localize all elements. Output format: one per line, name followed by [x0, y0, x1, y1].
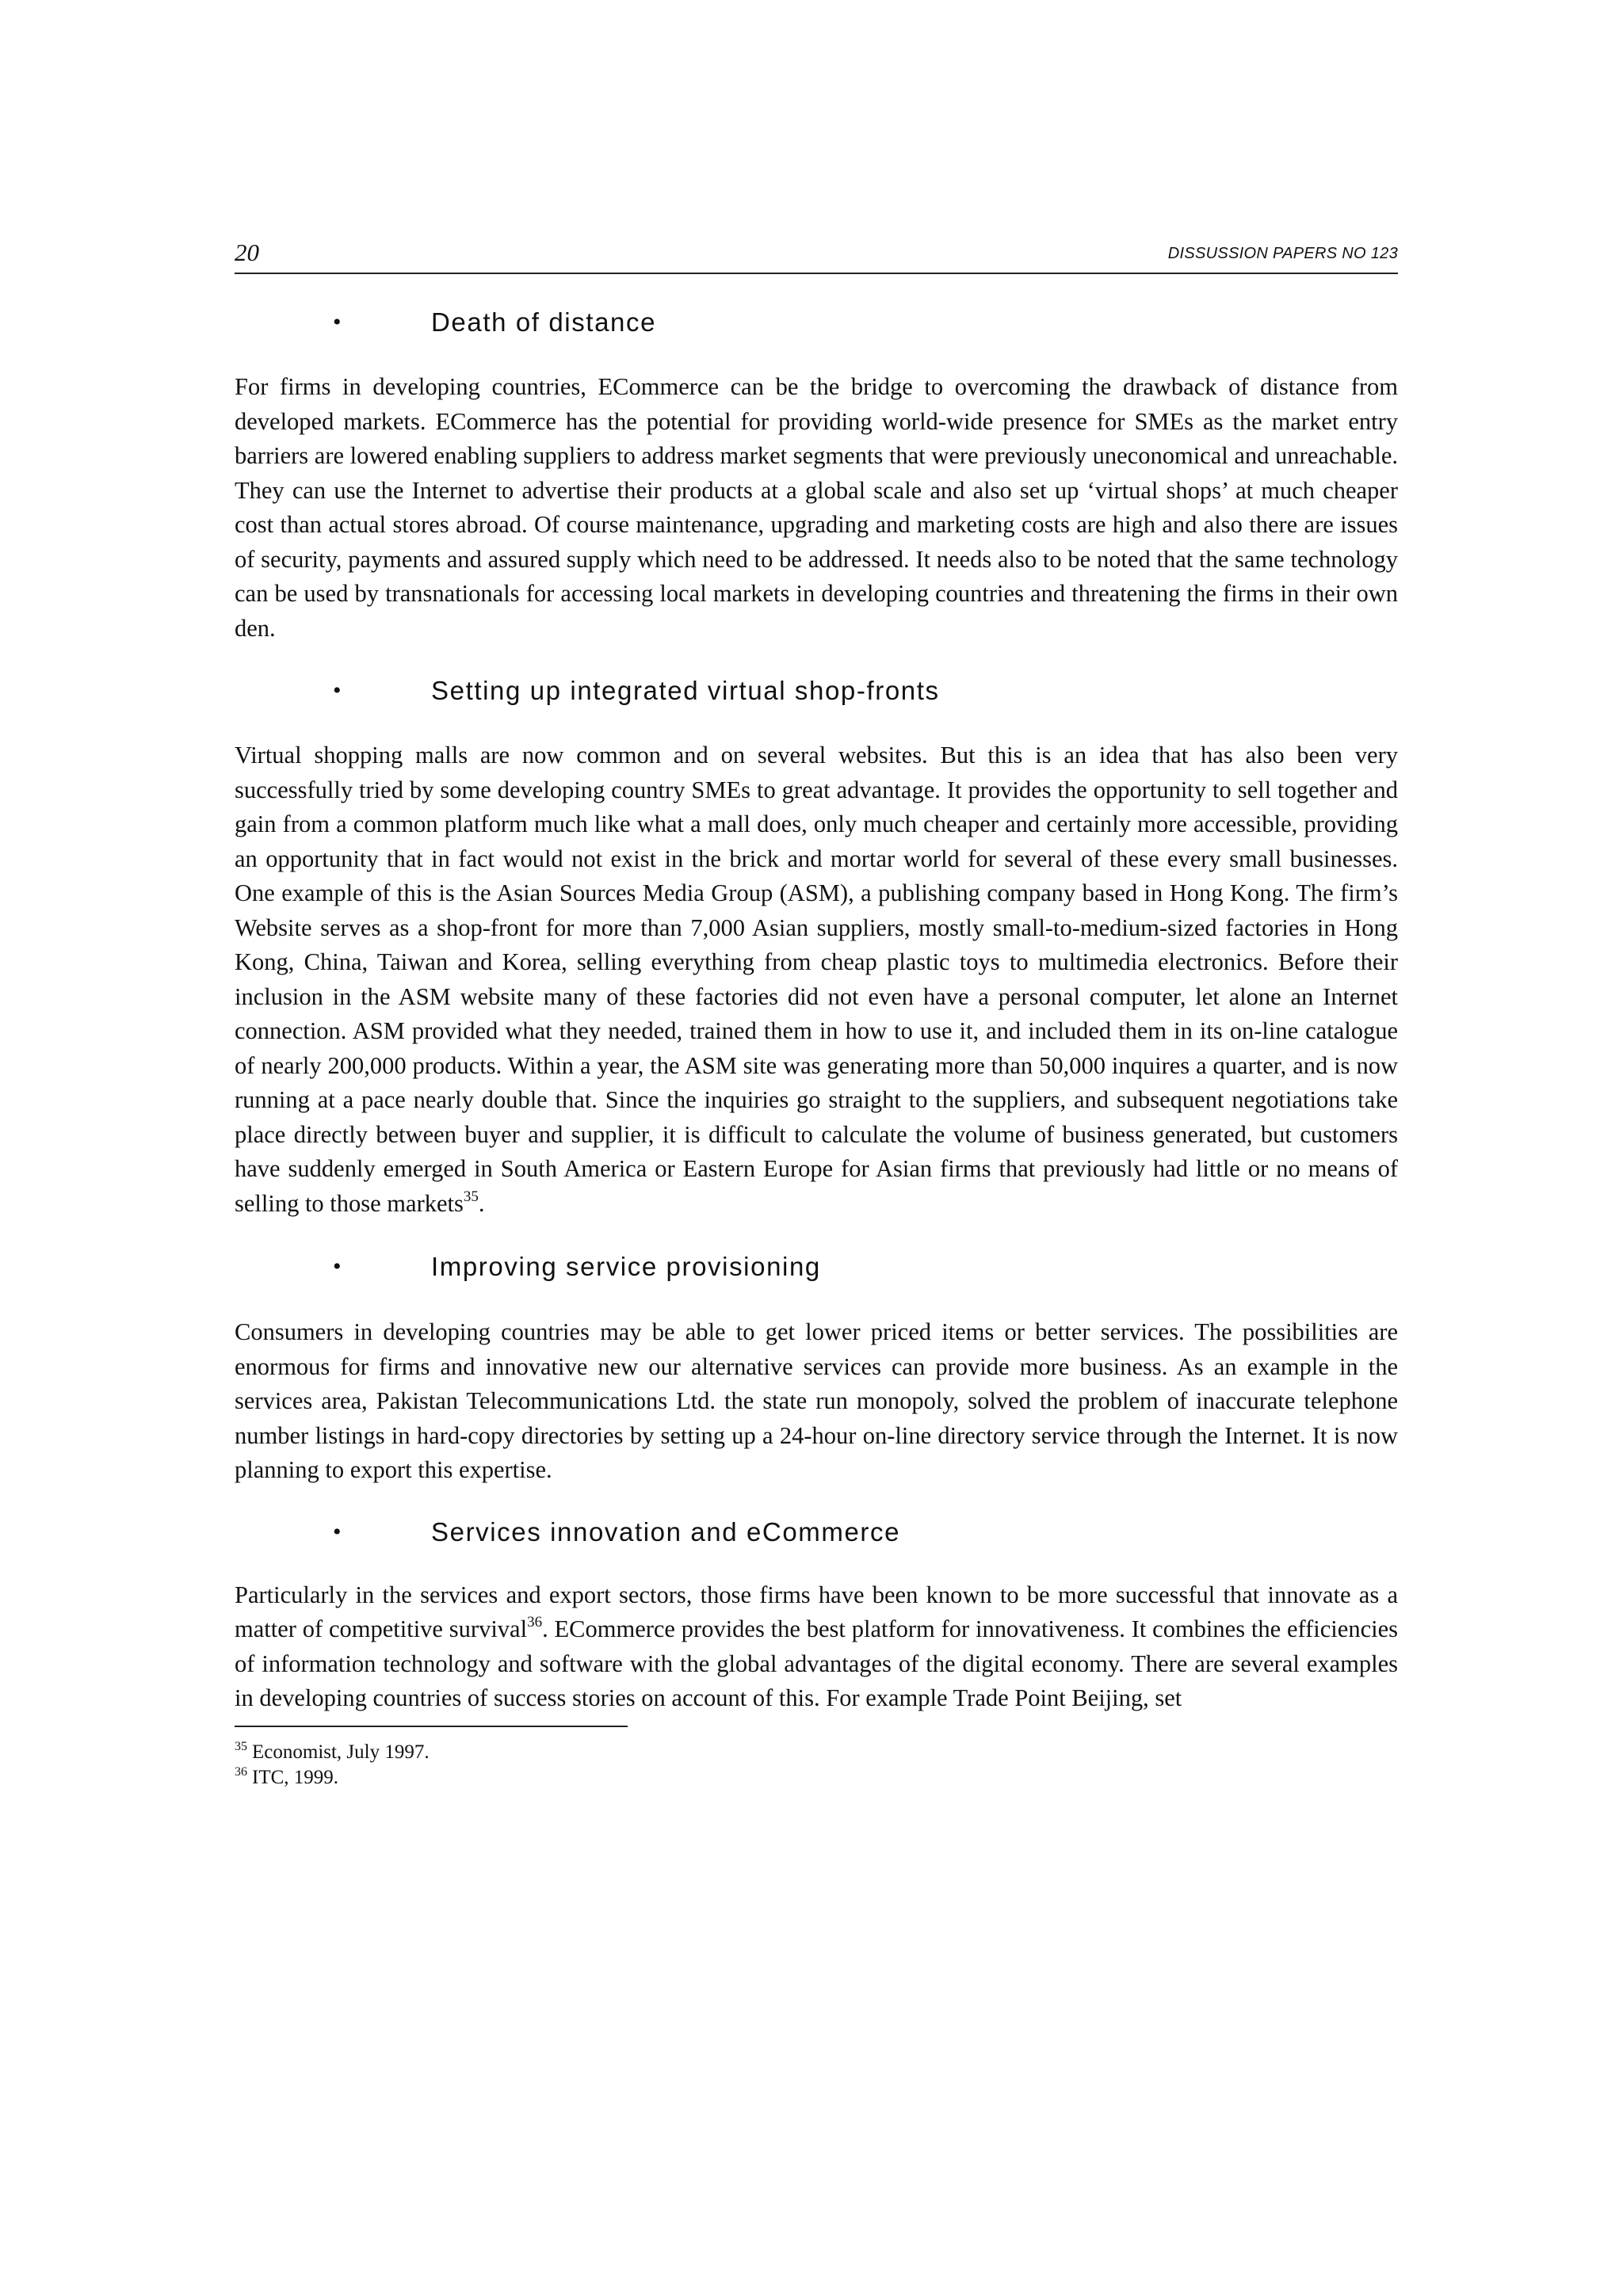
section-heading-death-of-distance — [235, 307, 1398, 338]
footnote-text: ITC, 1999. — [252, 1766, 339, 1788]
page-header — [235, 238, 1398, 274]
paragraph-services-innovation — [235, 1578, 1398, 1716]
paragraph-text-continued: . ECommerce provides the best platform for innovativeness. It combines the efficiencies of information technology and software with the global advantages of the digital economy. There are several examples in developing countries of success stories on account of this. For example Trade Point Beijing, set — [235, 1615, 1398, 1711]
section-heading-text: Setting up integrated virtual shop-fronts — [431, 676, 940, 705]
paragraph-text: Virtual shopping malls are now common and on several websites. But this is an idea that has also been very successfully tried by some developing country SMEs to great advantage. It provides the opportunity to sell together and gain from a common platform much like what a mall does, only much cheaper and certainly more accessible, providing an opportunity that in fact would not exist in the brick and mortar world for several of these every small businesses. One example of this is the Asian Sources Media Group (ASM), a publishing company based in Hong Kong. The firm’s Website serves as a shop-front for more than 7,000 Asian suppliers, mostly small-to-medium-sized factories in Hong Kong, China, Taiwan and Korea, selling everything from cheap plastic toys to multimedia electronics. Before their inclusion in the ASM website many of these factories did not even have a personal computer, let alone an Internet connection. ASM provided what they needed, trained them in how to use it, and included them in its on-line catalogue of nearly 200,000 products. Within a year, the ASM site was generating more than 50,000 inquires a quarter, and is now running at a pace nearly double that. Since the inquiries go straight to the suppliers, and subsequent negotiations take place directly between buyer and supplier, it is difficult to calculate the volume of business generated, but customers have suddenly emerged in South America or Eastern Europe for Asian firms that previously had little or no means of selling to those markets — [235, 742, 1398, 1217]
page-number: 20 — [235, 238, 259, 266]
paragraph-death-of-distance: For firms in developing countries, ECommerce can be the bridge to overcoming the drawback of distance from developed markets. ECommerce has the potential for providing world-wide presence for SMEs as the market entry barriers are lowered enabling suppliers to address market segments that were previously uneconomical and unreachable. They can use the Internet to advertise their products at a global scale and also set up ‘virtual shops’ at much cheaper cost than actual stores abroad. Of course maintenance, upgrading and marketing costs are high and also there are issues of security, payments and assured supply which need to be addressed. It needs also to be noted that the same technology can be used by transnationals for accessing local markets in developing countries and threatening the firms in their own den. — [235, 373, 1398, 642]
bullet-icon: • — [333, 1518, 343, 1545]
footnote-number: 35 — [235, 1739, 247, 1753]
bullet-icon: • — [333, 677, 343, 704]
footnote-text: Economist, July 1997. — [252, 1741, 430, 1763]
section-heading-text: Improving service provisioning — [431, 1252, 821, 1281]
section-heading-text: Services innovation and eCommerce — [431, 1516, 901, 1547]
bullet-icon: • — [333, 1253, 343, 1280]
bullet-icon: • — [333, 309, 343, 335]
footnote-reference-36[interactable]: 36 — [527, 1614, 543, 1630]
section-heading-service-provisioning — [235, 1251, 1398, 1283]
footnote-36 — [235, 1765, 1398, 1791]
section-heading-text: Death of distance — [431, 307, 657, 337]
footnote-35 — [235, 1740, 1398, 1765]
footnote-number: 36 — [235, 1764, 247, 1779]
paragraph-end-punctuation: . — [478, 1189, 485, 1217]
paragraph-text: Particularly in the services and export sectors, those firms have been known to be more successful that innovate as a matter of competitive survival — [235, 1581, 1398, 1642]
paragraph-virtual-shop-fronts — [235, 738, 1398, 1221]
running-title: DISSUSSION PAPERS NO 123 — [1167, 245, 1398, 262]
document-page — [235, 238, 1398, 2258]
footnote-reference-35[interactable]: 35 — [463, 1188, 479, 1205]
footnote-divider — [235, 1726, 628, 1727]
paragraph-service-provisioning: Consumers in developing countries may be able to get lower priced items or better services. The possibilities are enormous for firms and innovative new our alternative services can provide more business. As an example in the services area, Pakistan Telecommunications Ltd. the state run monopoly, solved the problem of inaccurate telephone number listings in hard-copy directories by setting up a 24-hour on-line directory service through the Internet. It is now planning to export this expertise. — [235, 1318, 1398, 1483]
section-heading-services-innovation — [235, 1516, 1398, 1548]
section-heading-virtual-shop-fronts — [235, 675, 1398, 707]
